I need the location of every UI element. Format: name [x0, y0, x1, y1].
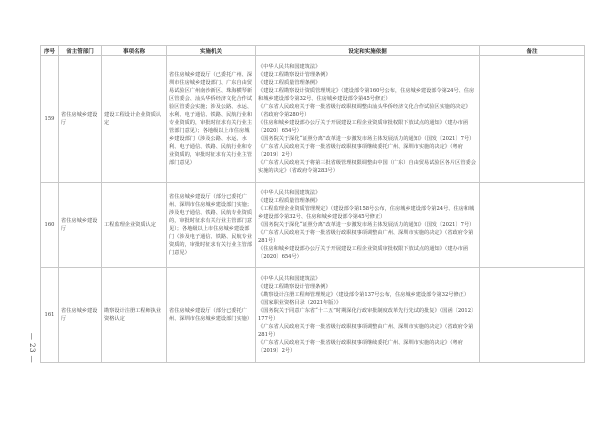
basis-line: 《广东省人民政府关于将一批省级行政职权事项继续委托广州、深圳市实施的决定》（粤府〔2019〕2号） — [258, 144, 463, 159]
table-row — [41, 183, 585, 268]
basis-line: 《中华人民共和国建筑法》 — [258, 275, 321, 282]
cell-item-name: 工程监理企业资质认定 — [102, 183, 167, 268]
table-row — [41, 56, 585, 183]
cell-serial-no: 159 — [41, 56, 59, 183]
cell-item-name: 建设工程设计企业资质认定 — [102, 56, 167, 183]
basis-line: 《广东省人民政府关于将第三批省级管理权限调整由中国（广东）自由贸易试验区各片区管委会实施的决定》（省政府令第283号） — [258, 160, 476, 175]
basis-line: 《工程监理企业资质管理规定》（建设部令第158号公布，住房城乡建设部令第24号、住房和城乡建设部令第32号、住房和城乡建设部令第45号修正） — [258, 205, 475, 220]
basis-line: 《广东省人民政府关于将一批省级行政职权事项调整由广州、深圳市实施的决定》（省政府令第281号） — [258, 230, 474, 245]
basis-line: 《建设工程勘察设计资质管理规定》（建设部令第160号公布，住房城乡建设部令第24号、住房和城乡建设部令第32号、住房城乡建设部令第45号修正） — [258, 87, 475, 102]
basis-line: 《建设工程质量管理条例》 — [258, 197, 321, 204]
basis-line: 《建设工程质量管理条例》 — [258, 79, 321, 86]
basis-line: 《国务院关于同意广东省“十二五”时期深化行政审批制度改革先行先试的批复》（国函〔2012〕177号） — [258, 307, 477, 322]
cell-basis — [256, 268, 480, 363]
header-serial-no: 序号 — [41, 46, 59, 56]
basis-line: 《中华人民共和国建筑法》 — [258, 189, 321, 196]
cell-basis — [256, 183, 480, 268]
cell-dept: 省住房城乡建设厅 — [59, 56, 102, 183]
cell-dept: 省住房城乡建设厅 — [59, 268, 102, 363]
table-header-row — [41, 46, 585, 56]
basis-line: 《国务院关于深化“证照分离”改革进一步激发市场主体发展活力的通知》（国发〔2021〕7号） — [258, 136, 475, 143]
cell-agency: 省住房城乡建设厅（部分已委托广州、深圳市住房城乡建设部门实施） — [167, 268, 256, 363]
cell-agency: 省住房城乡建设厅（部分已委托广州、深圳市住房城乡建设部门实施；涉及电子通信、铁路、民航专业资质的，审批时征求有关行业主管部门意见）；各地级以上市住房城乡建设部门（涉及电子通信、铁路、民航专业资质的，审批时征求有关行业主管部门意见） — [167, 183, 256, 268]
header-agency: 实施机关 — [167, 46, 256, 56]
basis-line: 《广东省人民政府关于将一批省级行政职权事项调整由广州、深圳市实施的决定》（省政府令第281号） — [258, 324, 474, 339]
basis-line: 《中华人民共和国建筑法》 — [258, 63, 321, 70]
basis-line: 《广东省人民政府关于将一批省级行政职权调整由汕头华侨经济文化合作试验区实施的决定》（省政府令第280号） — [258, 103, 471, 118]
page-number — [22, 330, 42, 366]
cell-serial-no: 160 — [41, 183, 59, 268]
basis-line: 《住房和城乡建设部办公厅关于开展建设工程企业资质审批权限下放试点的通知》（建办市函〔2020〕654号） — [258, 246, 469, 261]
cell-basis — [256, 56, 480, 183]
header-item-name: 事项名称 — [102, 46, 167, 56]
header-dept: 省主管部门 — [59, 46, 102, 56]
basis-line: 《国家职业资格目录（2021年版）》 — [258, 299, 342, 306]
basis-line: 《住房和城乡建设部办公厅关于开展建设工程企业资质审批权限下放试点的通知》（建办市函〔2020〕654号） — [258, 120, 469, 135]
cell-serial-no: 161 — [41, 268, 59, 363]
basis-line: 《勘察设计注册工程师管理规定》（建设部令第137号公布，住房城乡建设部令第32号修正） — [258, 291, 470, 298]
cell-agency: 省住房城乡建设厅（已委托广州、深圳市住房城乡建设部门、广东自由贸易试验区广州南沙新区、珠海横琴新区管委会、汕头华侨经济文化合作试验区管委会实施；涉及公路、水运、水利、电子通信、铁路、民航行业和专业资质的，审批时征求有关行业主管部门意见）；各地级以上市住房城乡建设部门（涉及公路、水运、水利、电子通信、铁路、民航行业和专业资质的，审批时征求有关行业主管部门意见） — [167, 56, 256, 183]
table-row — [41, 268, 585, 363]
cell-remark — [480, 56, 585, 183]
basis-line: 《广东省人民政府关于将一批省级行政职权事项继续委托广州、深圳市实施的决定》（粤府〔2019〕2号） — [258, 340, 463, 355]
basis-line: 《国务院关于深化“证照分离”改革进一步激发市场主体发展活力的通知》（国发〔2021〕7号） — [258, 221, 475, 228]
admin-power-table — [40, 45, 585, 363]
cell-remark — [480, 268, 585, 363]
header-basis: 设定和实施依据 — [256, 46, 480, 56]
page-number-text: — 23 — — [28, 332, 37, 364]
header-remark: 备注 — [480, 46, 585, 56]
basis-line: 《建设工程勘察设计管理条例》 — [258, 71, 331, 78]
cell-item-name: 勘察设计注册工程师执业资格认定 — [102, 268, 167, 363]
cell-dept: 省住房城乡建设厅 — [59, 183, 102, 268]
basis-line: 《建设工程勘察设计管理条例》 — [258, 283, 331, 290]
cell-remark — [480, 183, 585, 268]
